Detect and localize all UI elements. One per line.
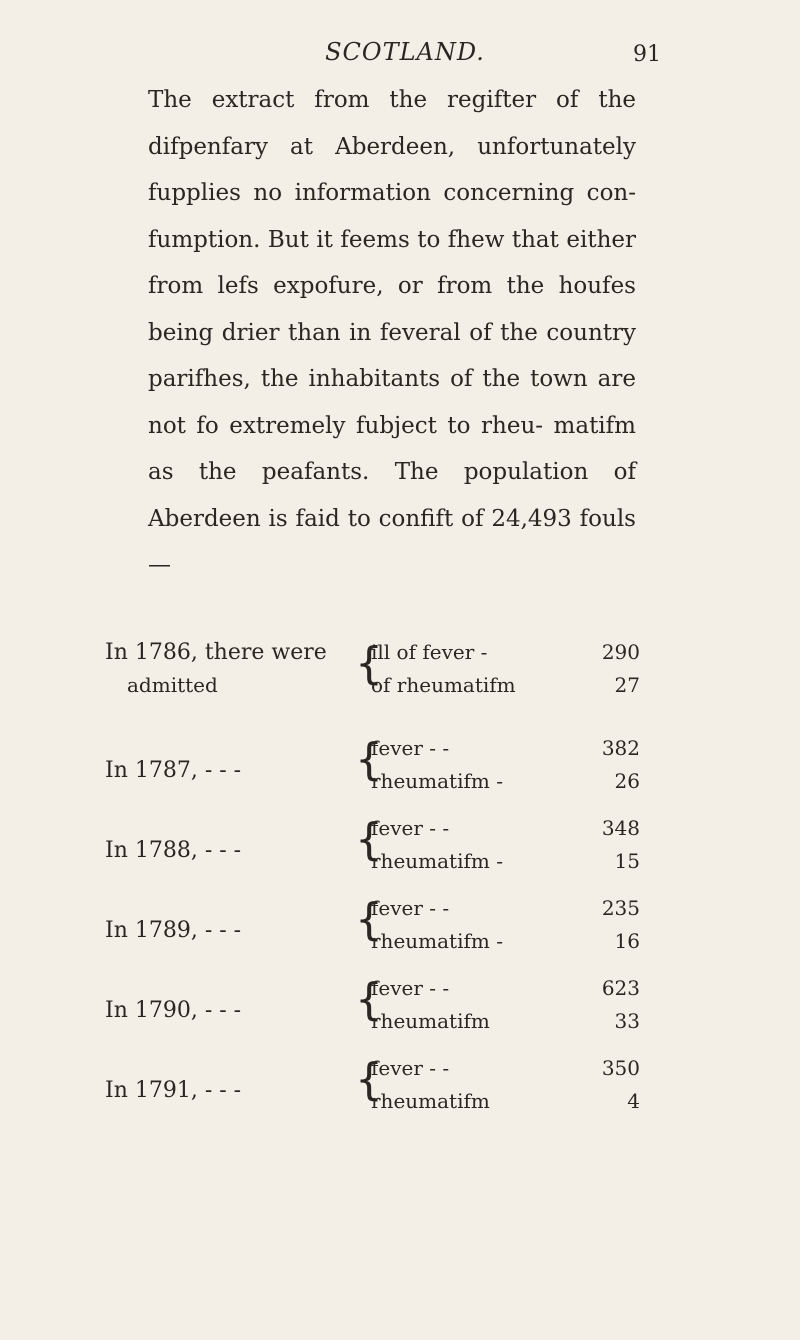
row-year: In 1791, - - - [105, 1078, 242, 1103]
row-label-rheumatism: of rheumatifm [371, 673, 516, 697]
row-value-rheumatism: 16 [614, 929, 640, 953]
row-value-fever: 348 [601, 816, 640, 840]
table-row [105, 816, 665, 896]
row-value-rheumatism: 26 [614, 769, 640, 793]
row-value-fever: 350 [601, 1056, 640, 1080]
row-value-rheumatism: 27 [614, 673, 640, 697]
body-paragraph: The extract from the regifter of the difpenfary at Aberdeen, unfortunately fupplies no information concerning con- fumption. But it feems to fhew that either from lefs expofure, or from the houfes being drier than in feveral of the country parifhes, the inhabitants of the town are not fo extremely fubject to rheu- matifm as the peafants. The population of Aberdeen is faid to confift of 24,493 fouls— [148, 87, 636, 578]
brace-icon: { [355, 974, 383, 1025]
row-year: In 1788, - - - [105, 838, 242, 863]
running-head: SCOTLAND. [325, 38, 485, 66]
row-value-fever: 235 [601, 896, 640, 920]
row-year: In 1786, there were [105, 640, 327, 665]
row-label-rheumatism: rheumatifm - [371, 849, 503, 873]
brace-icon: { [355, 1054, 383, 1105]
row-year: In 1787, - - - [105, 758, 242, 783]
brace-icon: { [355, 894, 383, 945]
row-value-rheumatism: 33 [614, 1009, 640, 1033]
row-value-fever: 290 [601, 640, 640, 664]
table-row [105, 736, 665, 816]
brace-icon: { [355, 814, 383, 865]
row-label-fever: fever - - [371, 816, 450, 840]
row-year: In 1790, - - - [105, 998, 242, 1023]
brace-icon: { [355, 638, 383, 689]
row-label-fever: fever - - [371, 1056, 450, 1080]
row-value-rheumatism: 4 [627, 1089, 640, 1113]
table-row [105, 896, 665, 976]
table-row [105, 640, 665, 736]
row-label-rheumatism: rheumatifm - [371, 929, 503, 953]
row-value-fever: 382 [601, 736, 640, 760]
table-row [105, 1056, 665, 1136]
row-label-rheumatism: rheumatifm - [371, 769, 503, 793]
row-label-fever: ill of fever - [371, 640, 488, 664]
admissions-table [105, 640, 665, 1136]
row-label-fever: fever - - [371, 736, 450, 760]
table-row [105, 976, 665, 1056]
row-label-rheumatism: rheumatifm [371, 1009, 490, 1033]
row-value-rheumatism: 15 [614, 849, 640, 873]
row-label-fever: fever - - [371, 896, 450, 920]
admitted-label: admitted [127, 673, 218, 697]
brace-icon: { [355, 734, 383, 785]
row-year: In 1789, - - - [105, 918, 242, 943]
row-value-fever: 623 [601, 976, 640, 1000]
row-label-rheumatism: rheumatifm [371, 1089, 490, 1113]
row-label-fever: fever - - [371, 976, 450, 1000]
page-number: 91 [633, 42, 661, 67]
